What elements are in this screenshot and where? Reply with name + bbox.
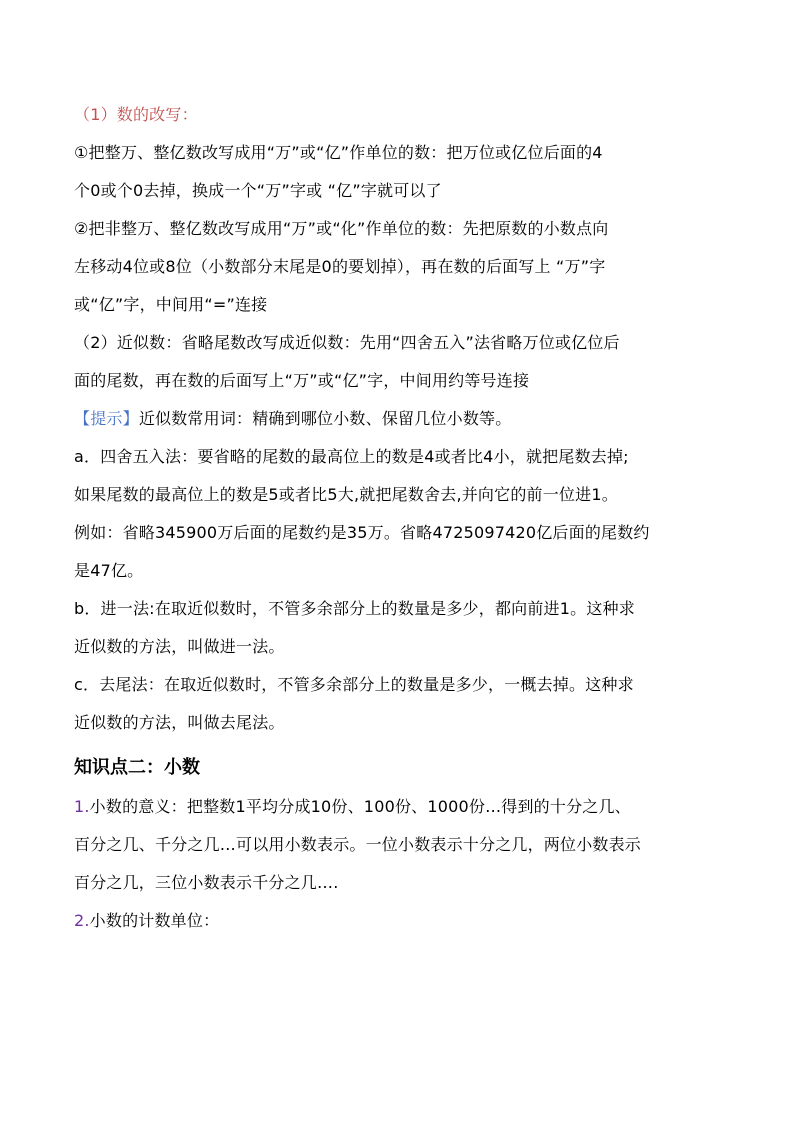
- paragraph-rule-1-line-1: ①把整万、整亿数改写成用“万”或“亿”作单位的数：把万位或亿位后面的4: [74, 143, 603, 162]
- decimal-unit-line: [74, 902, 734, 940]
- list-number-2: 2.: [74, 911, 90, 930]
- method-a-line-2: 如果尾数的最高位上的数是5或者比5大,就把尾数舍去,并向它的前一位进1。: [74, 485, 618, 504]
- method-b-line-2: 近似数的方法，叫做进一法。: [74, 637, 285, 656]
- paragraph-rule-1-line-2: 个0或个0去掉，换成一个“万”字或 “亿”字就可以了: [74, 181, 442, 200]
- decimal-meaning-line-2: 百分之几、千分之几…可以用小数表示。一位小数表示十分之几，两位小数表示: [74, 835, 642, 854]
- tip-paragraph: [74, 400, 734, 438]
- decimal-meaning-text: 小数的意义：把整数1平均分成10份、100份、1000份…得到的十分之几、: [89, 797, 631, 816]
- method-a-line-4: 是47亿。: [74, 561, 144, 580]
- method-c-line-1: c．去尾法：在取近似数时，不管多余部分上的数量是多少，一概去掉。这种求: [74, 675, 634, 694]
- method-a-line-3: 例如：省略345900万后面的尾数约是35万。省略4725097420亿后面的尾数约: [74, 523, 650, 542]
- knowledge-point-2-heading: 知识点二：小数: [74, 757, 200, 778]
- paragraph-approximation-line-2: 面的尾数，再在数的后面写上“万”或“亿”字，中间用约等号连接: [74, 371, 530, 390]
- paragraph-approximation-line-1: （2）近似数：省略尾数改写成近似数：先用“四舍五入”法省略万位或亿位后: [74, 333, 620, 352]
- paragraph-rule-2-line-1: ②把非整万、整亿数改写成用“万”或“化”作单位的数：先把原数的小数点向: [74, 219, 609, 238]
- decimal-unit-text: 小数的计数单位：: [89, 911, 220, 930]
- paragraph-rule-2-line-2: 左移动4位或8位（小数部分末尾是0的要划掉），再在数的后面写上 “万”字: [74, 257, 606, 276]
- decimal-meaning-line-1: [74, 788, 734, 826]
- list-number-1: 1.: [74, 797, 90, 816]
- tip-label: 【提示】: [74, 409, 139, 428]
- method-c-line-2: 近似数的方法，叫做去尾法。: [74, 713, 285, 732]
- method-a-line-1: a．四舍五入法：要省略的尾数的最高位上的数是4或者比4小，就把尾数去掉;: [74, 447, 629, 466]
- tip-text: 近似数常用词：精确到哪位小数、保留几位小数等。: [138, 409, 512, 428]
- method-b-line-1: b．进一法:在取近似数时，不管多余部分上的数量是多少，都向前进1。这种求: [74, 599, 635, 618]
- section-title-rewrite: （1）数的改写：: [74, 105, 198, 124]
- document-page: [74, 96, 734, 940]
- decimal-meaning-line-3: 百分之几，三位小数表示千分之几….: [74, 873, 339, 892]
- paragraph-rule-2-line-3: 或“亿”字，中间用“=”连接: [74, 295, 268, 314]
